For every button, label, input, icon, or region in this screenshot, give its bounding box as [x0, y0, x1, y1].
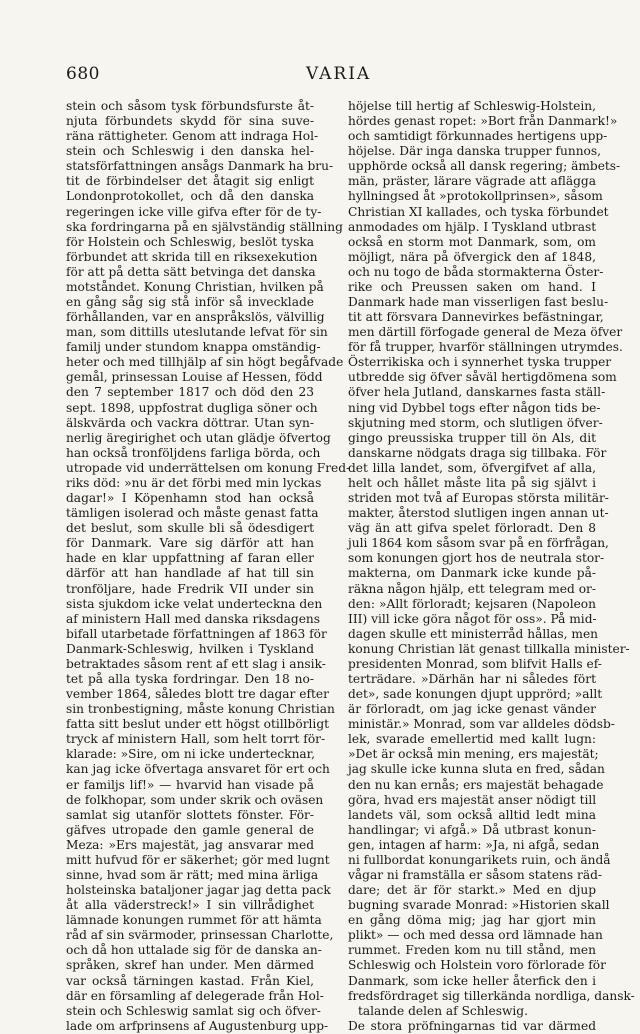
text-line: därför att han handlade af hat till sin: [66, 566, 314, 581]
text-line: väg än att gifva spelet förloradt. Den 8: [348, 521, 596, 536]
text-line: talande delen af Schleswig.: [358, 1003, 528, 1018]
text-line: dagar!» I Köpenhamn stod han också: [66, 491, 314, 506]
text-line: holsteinska bataljoner jagar jag detta pack: [66, 883, 331, 898]
text-line: Londonprotokollet, och då den danska: [66, 189, 314, 204]
text-line: ska fordringarna på en självständig ställning: [66, 219, 343, 234]
text-line: gingo preussiska trupper till ön Als, dit: [348, 430, 596, 445]
text-line: för få trupper, hvarför ställningen utrymdes.: [348, 340, 623, 355]
text-line: er familjs lif!» — hvarvid han visade på: [66, 777, 314, 792]
text-line: handlingar; vi afgå.» Då utbrast konun-: [348, 822, 596, 837]
text-line: sista sjukdom icke velat underteckna den: [66, 596, 323, 611]
text-line: den: »Allt förloradt; kejsaren (Napoleon: [348, 596, 596, 611]
text-line: Österrikiska och i synnerhet tyska trupper: [348, 355, 612, 370]
text-line: af ministern Hall med danska riksdagens: [66, 611, 321, 626]
text-line: för Holstein och Schleswig, beslöt tyska: [66, 234, 314, 249]
text-line: makterna, om Danmark icke kunde på-: [348, 566, 596, 581]
text-line: regeringen icke ville gifva efter för de ty-: [66, 204, 322, 219]
text-line: och samtidigt förkunnades hertigens upp-: [348, 129, 608, 144]
text-line: hyllningsed åt »protokollprinsen», såsom: [348, 189, 603, 204]
text-line: en gång döma mig; jag har gjort min: [348, 913, 596, 928]
running-head: VARIA: [306, 64, 372, 84]
text-line: tronföljare, hade Fredrik VII under sin: [66, 581, 314, 596]
text-line: utropade vid underrättelsen om konung Fred-: [66, 460, 351, 475]
text-line: danskarne nödgats draga sig tillbaka. För: [348, 445, 607, 460]
text-line: rike och Preussen saken om hand. I: [348, 279, 596, 294]
text-line: hördes genast ropet: »Bort från Danmark!»: [348, 114, 618, 129]
text-line: landets väl, som också alltid ledt mina: [348, 807, 596, 822]
text-line: tet på alla tyska fordringar. Den 18 no-: [66, 671, 314, 686]
text-line: dagen skulle ett ministerråd hållas, men: [348, 626, 599, 641]
text-line: Meza: »Ers majestät, jag ansvarar med: [66, 837, 314, 852]
text-line: som konungen gjort hos de neutrala stor-: [348, 551, 605, 566]
text-line: han också tronföljdens farliga börda, och: [66, 445, 321, 460]
text-line: vågar ni framställa er såsom statens räd-: [348, 867, 603, 882]
text-line: män, präster, lärare vägrade att aflägga: [348, 174, 596, 189]
text-line: Danmark hade man visserligen fast beslu-: [348, 295, 609, 310]
text-line: bugning svarade Monrad: »Historien skall: [348, 898, 610, 913]
text-line: familj under stundom knappa omständig-: [66, 340, 321, 355]
text-line: tit de förbindelser det åtagit sig enligt: [66, 174, 314, 189]
text-line: dare; det är för starkt.» Med en djup: [348, 883, 596, 898]
text-line: och nu togo de båda stormakterna Öster-: [348, 264, 604, 279]
text-line: samlat sig utanför slottets fönster. För-: [66, 807, 314, 822]
text-line: bifall utarbetade författningen af 1863 för: [66, 626, 327, 641]
text-line: III) vill icke göra något för oss». På mid-: [348, 611, 597, 626]
text-line: heter och med tillhjälp af sin högt begåfvade: [66, 355, 344, 370]
text-line: det», sade konungen djupt upprörd; »allt: [348, 687, 603, 702]
text-line: man, som dittills uteslutande lefvat för sin: [66, 325, 328, 340]
text-line: helt och hållet måste lita på sig självt i: [348, 475, 596, 490]
text-line: det beslut, som skulle bli så ödesdigert: [66, 521, 314, 536]
text-line: terträdare. »Därhän har ni således fört: [348, 671, 596, 686]
text-line: tit att försvara Dannevirkes befästningar,: [348, 310, 604, 325]
text-line: gen, intagen af harm: »Ja, ni afgå, sedan: [348, 837, 600, 852]
text-line: betraktades såsom rent af ett slag i ansik-: [66, 656, 326, 671]
text-line: tämligen isolerad och måste genast fatta: [66, 506, 319, 521]
text-line: räkna någon hjälp, ett telegram med or-: [348, 581, 596, 596]
text-line: det lilla landet, som, öfvergifvet af alla,: [348, 460, 596, 475]
text-line: riks död: »nu är det förbi med min lyckas: [66, 475, 322, 490]
text-line: statsförfattningen ansågs Danmark ha bru-: [66, 159, 334, 174]
text-line: göra, hvad ers majestät anser nödigt till: [348, 792, 597, 807]
text-line: råd af sin svärmoder, prinsessan Charlotte,: [66, 928, 334, 943]
text-line: »Det är också min mening, ers majestät;: [348, 747, 599, 762]
text-line: för att på detta sätt betvinga det danska: [66, 264, 316, 279]
text-line: räna rättigheter. Genom att indraga Hol-: [66, 129, 319, 144]
text-line: språken, skref han under. Men därmed: [66, 958, 314, 973]
text-line: och då hon uttalade sig för de danska an-: [66, 943, 322, 958]
text-line: konung Christian lät genast tillkalla minister-: [348, 641, 630, 656]
text-line: upphörde också all dansk regering; ämbets-: [348, 159, 621, 174]
right-text-column: [348, 99, 635, 1034]
text-line: men därtill förfogade general de Meza öfver: [348, 325, 623, 340]
text-line: sin tronbestigning, måste konung Christian: [66, 702, 335, 717]
text-line: nerlig äregirighet och utan glädje öfvertog: [66, 430, 331, 445]
text-line: är förloradt, om jag icke genast vänder: [348, 702, 596, 717]
text-line: presidenten Monrad, som blifvit Halls ef-: [348, 656, 602, 671]
text-line: vember 1864, således blott tre dagar efter: [66, 687, 329, 702]
text-line: utbredde sig öfver såväl hertigdömena som: [348, 370, 617, 385]
text-line: lek, svarade emellertid med kallt lugn:: [348, 732, 596, 747]
text-line: den 7 september 1817 och död den 23: [66, 385, 314, 400]
text-line: De stora pröfningarnas tid var därmed: [348, 1018, 596, 1033]
text-line: fredsfördraget sig tillerkända nordliga, dansk-: [348, 988, 635, 1003]
text-line: tryck af ministern Hall, som helt torrt för-: [66, 732, 326, 747]
text-line: skjutning med storm, och slutligen öfver-: [348, 415, 603, 430]
text-line: var också tärningen kastad. Från Kiel,: [66, 973, 314, 988]
page-header: [66, 64, 568, 90]
text-line: juli 1864 kom såsom svar på en förfrågan,: [348, 536, 609, 551]
page-number: 680: [66, 64, 100, 84]
text-line: stein och såsom tysk förbundsfurste åt-: [66, 99, 314, 113]
text-line: klarade: »Sire, om ni icke undertecknar,: [66, 747, 316, 762]
text-line: gäfves utropade den gamle general de: [66, 822, 314, 837]
text-line: den nu kan ernås; ers majestät behagade: [348, 777, 604, 792]
text-line: sept. 1898, uppfostrat dugliga söner och: [66, 400, 318, 415]
text-line: förhållanden, var en anspråkslös, välvillig: [66, 310, 325, 325]
text-line: förbundet att skrida till en riksexekution: [66, 249, 318, 264]
text-line: höjelse till hertig af Schleswig-Holstein,: [348, 99, 596, 113]
text-line: sinne, hvad som är rätt; med mina ärliga: [66, 867, 319, 882]
text-line: också en storm mot Danmark, som, om: [348, 234, 596, 249]
text-line: stein och Schleswig samlat sig och öfver-: [66, 1003, 321, 1018]
text-line: höjelse. Där inga danska trupper funnos,: [348, 144, 602, 159]
left-text-column: [66, 99, 351, 1034]
text-line: ning vid Dybbel togs efter någon tids be-: [348, 400, 601, 415]
text-line: hade en klar uppfattning af faran eller: [66, 551, 314, 566]
text-line: rummet. Freden kom nu till stånd, men: [348, 943, 596, 958]
text-line: motståndet. Konung Christian, hvilken på: [66, 279, 324, 294]
text-line: Schleswig och Holstein voro förlorade för: [348, 958, 606, 973]
text-line: möjligt, nära på öfvergick den af 1848,: [348, 249, 596, 264]
text-line: fatta sitt beslut under ett högst otillbörligt: [66, 717, 330, 732]
text-line: lämnade konungen rummet för att hämta: [66, 913, 322, 928]
text-line: för Danmark. Vare sig därför att han: [66, 536, 314, 551]
text-line: kan jag icke öfvertaga ansvaret för ert och: [66, 762, 330, 777]
text-line: en gång såg sig stå inför så invecklade: [66, 295, 314, 310]
text-line: stein och Schleswig i den danska hel-: [66, 144, 314, 159]
text-line: gemål, prinsessan Louise af Hessen, född: [66, 370, 323, 385]
text-line: njuta förbundets skydd för sina suve-: [66, 114, 314, 129]
text-line: mitt hufvud för er säkerhet; gör med lugnt: [66, 852, 330, 867]
text-line: öfver hela Jutland, danskarnes fasta ställ-: [348, 385, 606, 400]
text-line: Christian XI kallades, och tyska förbundet: [348, 204, 609, 219]
text-line: Danmark-Schleswig, hvilken i Tyskland: [66, 641, 314, 656]
text-line: Danmark, som icke heller återfick den i: [348, 973, 596, 988]
text-line: åt alla väderstreck!» I sin villrådighet: [66, 898, 314, 913]
text-line: älskvärda och vackra döttrar. Utan syn-: [66, 415, 314, 430]
text-line: ni fullbordat konungarikets ruin, och ändå: [348, 852, 611, 867]
text-line: striden mot två af Europas största militär-: [348, 491, 609, 506]
text-line: jag skulle icke kunna sluta en fred, sådan: [348, 762, 605, 777]
text-line: ministär.» Monrad, som var alldeles dödsb-: [348, 717, 615, 732]
text-line: anmodades om hjälp. I Tyskland utbrast: [348, 219, 597, 234]
text-line: lade om arfprinsens af Augustenburg upp-: [66, 1018, 329, 1033]
text-line: makter, återstod slutligen ingen annan ut-: [348, 506, 609, 521]
text-line: plikt» — och med dessa ord lämnade han: [348, 928, 603, 943]
text-line: de folkhopar, som under skrik och oväsen: [66, 792, 324, 807]
text-line: där en församling af delegerade från Hol-: [66, 988, 324, 1003]
